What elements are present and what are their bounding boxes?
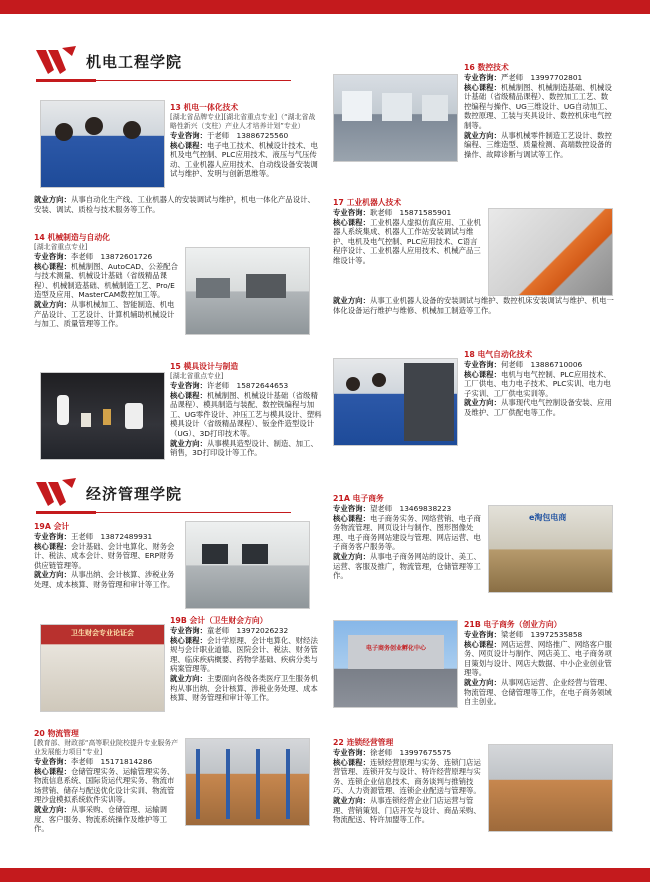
major-name: 13 机电一体化技术 [170,103,239,112]
contact-label: 专业咨询： [333,208,370,217]
contact-label: 专业咨询： [170,131,207,140]
major-20 [34,729,179,834]
photo-cnc [333,74,458,162]
college-rule [36,80,291,81]
core-label: 核心课程： [333,217,370,227]
contact-value: 梁老师 13972535858 [500,630,583,639]
college-logo-icon [36,46,80,76]
core-label: 核心课程： [464,369,501,379]
core-label: 核心课程： [464,82,501,92]
core-label: 核心课程： [170,140,207,150]
core-label: 核心课程： [170,635,207,645]
photo-accounting [185,521,310,609]
contact-label: 专业咨询： [464,630,501,639]
contact-label: 专业咨询： [333,504,370,513]
core-label: 核心课程： [170,390,207,400]
major-name: 14 机械制造与自动化 [34,233,110,242]
core-label: 核心课程： [333,757,370,767]
major-name: 16 数控技术 [464,63,509,72]
core-value: 会计学原理、会计电算化、财经法规与会计职业道德、医院会计、税法、财务管理、临床疾病概要、药物学基础、疾病分类与病案管理等。 [170,635,318,674]
building-sign-text: 电子商务创业孵化中心 [365,645,426,652]
shop-sign-text: e淘包电商 [529,513,567,522]
job-label: 就业方向： [333,551,370,561]
banner-text: 卫生财会专业论证会 [71,629,134,637]
contact-label: 专业咨询： [170,626,207,635]
major-17-job [333,296,618,315]
major-13 [170,103,322,179]
job-value: 从事出纳、会计核算、涉税业务处理、成本核算、财务管理和审计等工作。 [34,570,175,589]
contact-value: 耿老师 15871585901 [369,208,452,217]
job-value: 从事工业机器人设备的安装调试与维护、数控机床安装调试与维护、机电一体化设备运行维护与维修、机械加工制造等工作。 [333,296,614,315]
college-title: 经济管理学院 [86,484,183,503]
job-label: 就业方向： [34,195,71,204]
core-value: 机械制图、机械制造基础、机械设计基础（省级精品课程）、数控加工工艺、数控编程与操作、UG三维设计、UG自动加工、数控原理、工装与夹具设计、数控机床电气控制等。 [464,82,612,130]
job-value: 从事采购、仓储管理、运输调度、客户服务、物流系统操作及维护等工作。 [34,804,168,834]
contact-value: 许老师 15872644653 [206,381,289,390]
major-17 [333,198,483,266]
major-name: 22 连锁经营管理 [333,738,394,747]
contact-label: 专业咨询： [34,252,71,261]
major-name: 18 电气自动化技术 [464,350,533,359]
job-label: 就业方向： [34,299,71,309]
major-tag: [湖北省品牌专业][湖北省重点专业]（“湖北省战略性新兴（支柱）产业人才培养计划”专业） [170,113,316,130]
major-13-job [34,195,319,214]
bottom-band [0,868,650,882]
college-header-mechatronics [36,46,182,76]
job-label: 就业方向： [464,677,501,687]
photo-ecommerce-startup [333,620,458,708]
major-name: 17 工业机器人技术 [333,198,402,207]
contact-label: 专业咨询： [170,381,207,390]
contact-value: 严老师 13997702801 [500,73,583,82]
major-19b [170,616,322,703]
core-label: 核心课程： [333,513,370,523]
job-value: 从事网店运营、企业经营与管理、物流管理、仓储管理等工作，在电子商务领域自主创业。 [464,677,612,707]
core-value: 会计基础、会计电算化、财务会计、税法、成本会计、财务管理、ERP财务供应链管理等。 [34,541,175,570]
major-name: 15 模具设计与制造 [170,362,239,371]
core-value: 机械制图、AutoCAD、公差配合与技术测量、机械设计基础（省级精品课程）、机械制造基础、机械制造工艺、Pro/E造型及应用、MasterCAM数控加工等。 [34,261,178,300]
job-value: 从事电子商务网站的设计、美工、运营、客服及推广，物流管理，仓储管理等工作。 [333,551,481,581]
major-tag: [教育部、财政部“高等职业院校提升专业服务产业发展能力项目”专业] [34,739,179,756]
photo-health-accounting [40,624,165,712]
contact-value: 王老师 13872489931 [70,532,153,541]
college-header-economics [36,478,182,508]
contact-label: 专业咨询： [34,757,71,766]
job-label: 就业方向： [333,296,370,305]
job-label: 就业方向： [34,804,71,814]
job-label: 就业方向： [170,438,207,448]
contact-value: 童老师 13972026232 [206,626,289,635]
core-label: 核心课程： [34,766,71,776]
core-value: 电机与电气控制、PLC应用技术、工厂供电、电力电子技术、PLC实训、电力电子实训、工厂供电实训等。 [464,369,611,398]
core-value: 连锁经营原理与实务、连锁门店运营管理、连锁开发与设计、特许经营原理与实务、连锁企业信息技术、商务谈判与推销技巧、人力资源管理、连锁企业配送与管理等。 [333,757,481,796]
contact-value: 望老师 13469838223 [369,504,452,513]
photo-industrial-robot [488,208,613,296]
major-21a [333,494,483,581]
major-15 [170,362,322,458]
job-value: 主要面向各级各类医疗卫生服务机构从事出纳、会计核算、涉税业务处理、成本核算、财务管理和审计等工作。 [170,673,318,703]
major-name: 19B 会计（卫生财会方向） [170,616,268,625]
photo-mold-design [40,372,165,460]
core-value: 电子电工技术、机械设计技术、电机及电气控制、PLC应用技术、液压与气压传动、工业机器人应用技术、自动线设备安装调试与维护、发明与创新思维等。 [170,140,318,179]
job-label: 就业方向： [464,398,501,408]
contact-label: 专业咨询： [464,360,501,369]
photo-mechatronics [40,100,165,188]
job-label: 就业方向： [464,130,501,140]
college-rule [36,512,291,513]
major-name: 21B 电子商务（创业方向） [464,620,562,629]
top-band [0,0,650,14]
major-name: 20 物流管理 [34,729,79,738]
contact-value: 于老师 13886725560 [206,131,289,140]
major-name: 19A 会计 [34,522,70,531]
major-tag: [湖北省重点专业] [34,243,88,251]
contact-value: 李老师 13872601726 [70,252,153,261]
contact-value: 何老师 13886710006 [500,360,583,369]
contact-label: 专业咨询： [464,73,501,82]
photo-electrical-automation [333,358,458,446]
job-value: 从事模具造型设计、制造、加工、销售，3D打印设计等工作。 [170,438,318,458]
job-value: 从事机械零件制造工艺设计、数控编程、三维造型、质量检测、高端数控设备的操作、故障诊断与调试等工作。 [464,130,612,159]
photo-chain-operations [488,744,613,832]
contact-label: 专业咨询： [333,748,370,757]
core-value: 仓储管理实务、运输管理实务、物流信息系统、国际货运代理实务、物流市场营销、储存与配送优化设计实训、物流管理沙盘模拟系统软件实训等。 [34,766,175,805]
core-label: 核心课程： [34,261,71,271]
core-value: 网店运营、网络推广、网络客户服务、网页设计与制作、网店美工、电子商务项目策划与设计、网店大数据、中小企业创业管理等。 [464,639,612,678]
job-label: 就业方向： [333,795,370,805]
major-16 [464,63,614,159]
contact-label: 专业咨询： [34,532,71,541]
job-value: 从事机械加工、智能制造、机电产品设计、工艺设计、计算机辅助机械设计与加工、质量管理等工作。 [34,299,175,329]
job-value: 从事自动化生产线、工业机器人的安装调试与维护，机电一体化产品设计、安装、调试、质检与技术服务等工作。 [34,195,315,214]
college-title: 机电工程学院 [86,52,183,71]
contact-value: 徐老师 13997675575 [369,748,452,757]
core-label: 核心课程： [34,541,71,551]
core-label: 核心课程： [464,639,501,649]
job-value: 从事连锁经营企业门店运营与管理、营销策划、门店开发与设计、商品采购、物流配送、特许加盟等工作。 [333,795,481,825]
major-18 [464,350,614,418]
job-label: 就业方向： [34,570,71,580]
major-19a [34,522,179,590]
college-logo-icon [36,478,80,508]
major-22 [333,738,483,825]
major-tag: [湖北省重点专业] [170,372,224,380]
job-value: 从事现代电气控制设备安装、应用及维护、工厂供配电等工作。 [464,398,612,417]
core-value: 电子商务实务、网络营销、电子商务物流管理、网页设计与制作、图形图像处理、电子商务网站建设与管理、网店运营、电子商务客户服务等。 [333,513,481,552]
job-label: 就业方向： [170,673,207,683]
major-21b [464,620,614,707]
core-value: 工业机器人虚拟仿真应用、工业机器人系统集成、机器人工作站安装调试与维护、电机及电气控制、PLC应用技术、C语言程序设计、工业机器人应用技术、机械产品三维设计等。 [333,217,481,265]
photo-ecommerce [488,505,613,593]
photo-machine-manufacturing [185,247,310,335]
contact-value: 李老师 15171814286 [70,757,153,766]
photo-logistics [185,738,310,826]
core-value: 机械制图、机械设计基础（省级精品课程）、模具制造与装配、数控铣编程与加工、UG零件设计、冲压工艺与模具设计、塑料模具设计（省级精品课程）、钣金件造型设计（UG）、3D打印技术等。 [170,390,322,438]
major-name: 21A 电子商务 [333,494,384,503]
major-14 [34,233,179,329]
